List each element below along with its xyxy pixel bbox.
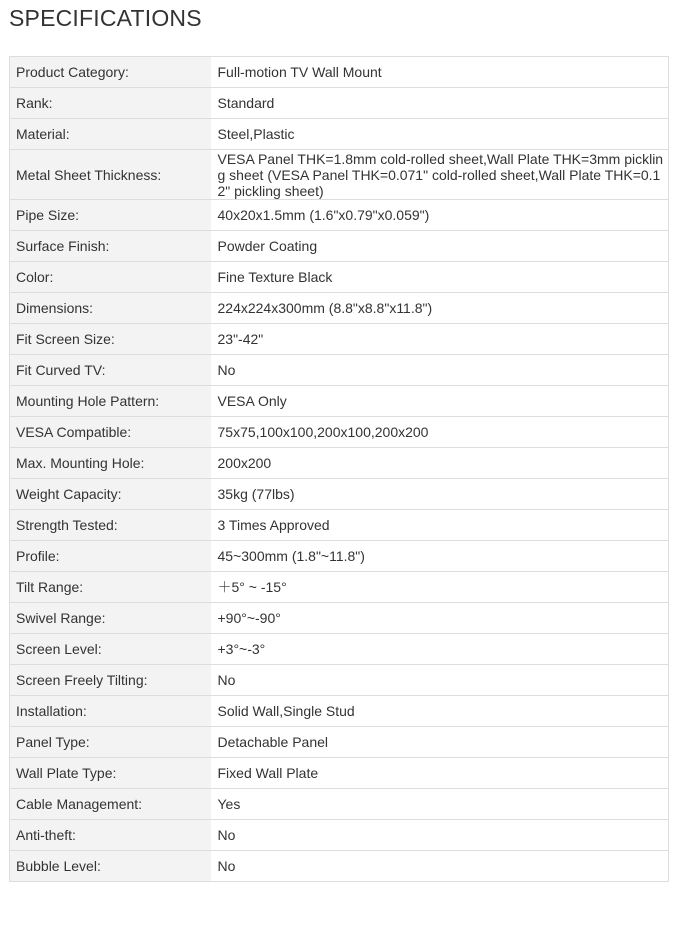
spec-value: 200x200 (211, 448, 669, 479)
spec-value: +3°~-3° (211, 634, 669, 665)
table-row (10, 572, 669, 603)
spec-value: VESA Only (211, 386, 669, 417)
table-row (10, 386, 669, 417)
spec-label: Material: (10, 119, 211, 150)
spec-value: Solid Wall,Single Stud (211, 696, 669, 727)
spec-value: 224x224x300mm (8.8"x8.8"x11.8") (211, 293, 669, 324)
spec-value: Full-motion TV Wall Mount (211, 57, 669, 88)
spec-value: 23"-42" (211, 324, 669, 355)
spec-value: 40x20x1.5mm (1.6"x0.79"x0.059") (211, 200, 669, 231)
spec-label: Panel Type: (10, 727, 211, 758)
spec-label: Color: (10, 262, 211, 293)
table-row (10, 789, 669, 820)
spec-label: Dimensions: (10, 293, 211, 324)
spec-value: 35kg (77lbs) (211, 479, 669, 510)
table-row (10, 541, 669, 572)
spec-value: Powder Coating (211, 231, 669, 262)
table-row (10, 479, 669, 510)
table-row (10, 634, 669, 665)
spec-value: No (211, 665, 669, 696)
table-row (10, 231, 669, 262)
spec-label: Fit Screen Size: (10, 324, 211, 355)
table-row (10, 448, 669, 479)
spec-value: No (211, 851, 669, 882)
spec-label: Anti-theft: (10, 820, 211, 851)
spec-label: Installation: (10, 696, 211, 727)
spec-label: Wall Plate Type: (10, 758, 211, 789)
spec-value: No (211, 820, 669, 851)
table-row (10, 119, 669, 150)
spec-label: Mounting Hole Pattern: (10, 386, 211, 417)
spec-label: Weight Capacity: (10, 479, 211, 510)
spec-label: Rank: (10, 88, 211, 119)
table-row (10, 665, 669, 696)
spec-label: Cable Management: (10, 789, 211, 820)
table-row (10, 851, 669, 882)
spec-label: Max. Mounting Hole: (10, 448, 211, 479)
spec-label: Fit Curved TV: (10, 355, 211, 386)
spec-value: ＋5° ~ -15° (211, 572, 669, 603)
spec-value: Yes (211, 789, 669, 820)
page-title: SPECIFICATIONS (9, 5, 202, 31)
specifications-table (9, 56, 669, 882)
spec-value: 75x75,100x100,200x100,200x200 (211, 417, 669, 448)
spec-label: Product Category: (10, 57, 211, 88)
spec-value: 45~300mm (1.8"~11.8") (211, 541, 669, 572)
spec-label: Bubble Level: (10, 851, 211, 882)
spec-value: Fine Texture Black (211, 262, 669, 293)
table-row (10, 57, 669, 88)
table-row (10, 262, 669, 293)
spec-value: Detachable Panel (211, 727, 669, 758)
spec-label: Metal Sheet Thickness: (10, 150, 211, 200)
table-row (10, 355, 669, 386)
spec-value: No (211, 355, 669, 386)
spec-label: Tilt Range: (10, 572, 211, 603)
spec-label: Screen Freely Tilting: (10, 665, 211, 696)
spec-label: Screen Level: (10, 634, 211, 665)
spec-value: Standard (211, 88, 669, 119)
spec-label: Strength Tested: (10, 510, 211, 541)
table-row (10, 603, 669, 634)
table-row (10, 293, 669, 324)
spec-value: Steel,Plastic (211, 119, 669, 150)
spec-value: 3 Times Approved (211, 510, 669, 541)
spec-label: Surface Finish: (10, 231, 211, 262)
spec-label: Profile: (10, 541, 211, 572)
table-row (10, 510, 669, 541)
spec-label: Swivel Range: (10, 603, 211, 634)
table-row (10, 88, 669, 119)
table-row (10, 696, 669, 727)
spec-label: VESA Compatible: (10, 417, 211, 448)
table-row (10, 324, 669, 355)
spec-label: Pipe Size: (10, 200, 211, 231)
table-row (10, 758, 669, 789)
table-row (10, 820, 669, 851)
table-row (10, 150, 669, 200)
table-row (10, 417, 669, 448)
spec-value: Fixed Wall Plate (211, 758, 669, 789)
table-row (10, 200, 669, 231)
spec-value: +90°~-90° (211, 603, 669, 634)
spec-value: VESA Panel THK=1.8mm cold-rolled sheet,Wall Plate THK=3mm pickling sheet (VESA Panel THK=0.071" cold-rolled sheet,Wall Plate THK=0.12" pickling sheet) (211, 150, 669, 200)
table-row (10, 727, 669, 758)
